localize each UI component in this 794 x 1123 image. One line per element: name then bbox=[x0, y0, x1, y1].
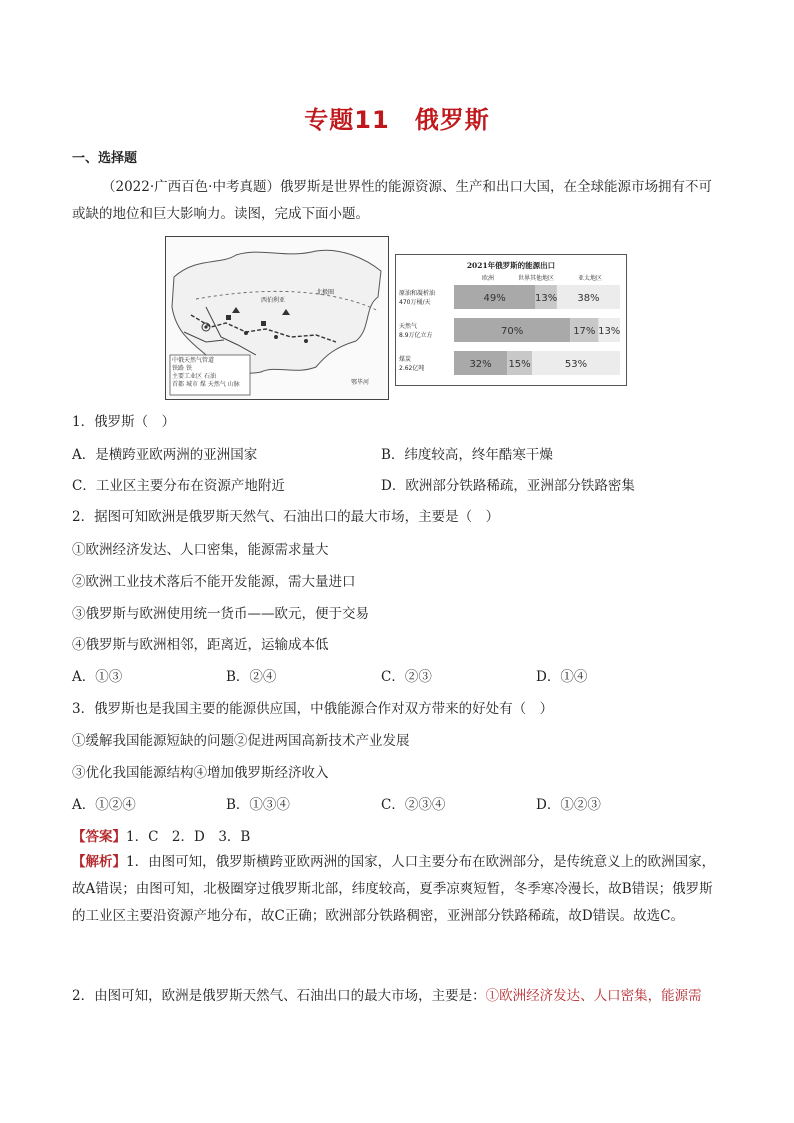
q2-statement-3: ③俄罗斯与欧洲使用统一货币——欧元，便于交易 bbox=[72, 606, 369, 622]
legend-item: 中俄天然气管道 bbox=[172, 357, 215, 364]
chart-category-label: 煤炭 bbox=[399, 356, 412, 363]
map-label-region: 西伯利亚 bbox=[261, 297, 286, 304]
chart-data-label: 32% bbox=[469, 359, 492, 370]
q2-option-d: D．①④ bbox=[536, 669, 588, 685]
chart-category-label: 原油和凝析油 bbox=[399, 290, 436, 297]
legend-item: 首都 bbox=[172, 381, 185, 388]
legend-item: 天然气 bbox=[207, 381, 226, 388]
q3-option-a: A．①②④ bbox=[72, 797, 136, 813]
intro-paragraph: （2022·广西百色·中考真题）俄罗斯是世界性的能源资源、生产和出口大国，在全球能源市场拥有不可或缺的地位和巨大影响力。读图，完成下面小题。 bbox=[72, 179, 712, 222]
analysis-text-2a: 2．由图可知，欧洲是俄罗斯天然气、石油出口的最大市场，主要是： bbox=[72, 988, 486, 1004]
q2-option-b: B．②④ bbox=[226, 669, 277, 685]
analysis-paragraph-1 bbox=[72, 849, 724, 930]
page-title: 专题11 俄罗斯 bbox=[304, 106, 490, 134]
chart-legend-label: 世界其他地区 bbox=[517, 275, 555, 282]
energy-export-chart-svg bbox=[396, 255, 626, 385]
legend-item: 煤 bbox=[199, 381, 206, 388]
map-label-river: 鄂毕河 bbox=[351, 379, 370, 386]
legend-item: 石油 bbox=[203, 373, 216, 380]
legend-item: 主要工业区 bbox=[172, 373, 203, 380]
q1-option-d: D．欧洲部分铁路稀疏，亚洲部分铁路密集 bbox=[381, 478, 635, 494]
section-heading: 一、选择题 bbox=[72, 151, 138, 166]
q2-option-c: C．②③ bbox=[381, 669, 432, 685]
q2-statement-1: ①欧洲经济发达、人口密集，能源需求量大 bbox=[72, 542, 329, 558]
chart-data-label: 70% bbox=[500, 326, 524, 337]
chart-data-label: 17% bbox=[573, 326, 596, 337]
q1-option-a: A．是横跨亚欧两洲的亚洲国家 bbox=[72, 447, 258, 463]
chart-data-label: 38% bbox=[577, 293, 600, 304]
chart-legend-label: 欧洲 bbox=[481, 275, 495, 282]
q2-statement-2: ②欧洲工业技术落后不能开发能源，需大量进口 bbox=[72, 574, 356, 590]
q2-stem: 2．据图可知欧洲是俄罗斯天然气、石油出口的最大市场，主要是（ ） bbox=[72, 509, 500, 525]
chart-data-label: 13% bbox=[535, 293, 558, 304]
chart-data-label: 53% bbox=[564, 359, 588, 370]
chart-data-label: 13% bbox=[598, 326, 621, 337]
legend-item: 铁路 bbox=[172, 365, 185, 372]
chart-category-sublabel: 470万桶/天 bbox=[399, 299, 431, 306]
chart-legend-label: 亚太地区 bbox=[577, 275, 603, 282]
q3-option-c: C．②③④ bbox=[381, 797, 446, 813]
chart-data-label: 15% bbox=[508, 359, 531, 370]
chart-category-sublabel: 8.9万亿立方 bbox=[399, 332, 433, 339]
chart-title: 2021年俄罗斯的能源出口 bbox=[466, 261, 556, 270]
q3-stem: 3．俄罗斯也是我国主要的能源供应国，中俄能源合作对双方带来的好处有（ ） bbox=[72, 701, 554, 717]
answer-line bbox=[72, 825, 250, 845]
analysis-label: 【解析】 bbox=[72, 854, 126, 870]
map-label-arctic: 北极圈 bbox=[316, 289, 335, 296]
legend-item: 城市 bbox=[185, 381, 198, 388]
energy-export-chart bbox=[395, 254, 627, 386]
answer-text: 1．C 2．D 3．B bbox=[126, 829, 251, 845]
q3-statement-1: ①缓解我国能源短缺的问题②促进两国高新技术产业发展 bbox=[72, 733, 410, 749]
q1-stem: 1．俄罗斯（ ） bbox=[72, 414, 176, 430]
answer-label: 【答案】 bbox=[72, 829, 126, 845]
chart-category-sublabel: 2.62亿吨 bbox=[399, 365, 425, 372]
analysis-text-1: 1．由图可知，俄罗斯横跨亚欧两洲的国家，人口主要分布在欧洲部分，是传统意义上的欧洲国家，故A错误；由图可知，北极圈穿过俄罗斯北部，纬度较高，夏季凉爽短暂，冬季寒冷漫长，故B错误；俄罗斯的工业区主要沿资源产地分布，故C正确；欧洲部分铁路稠密，亚洲部分铁路稀疏，故D错误。故选C。 bbox=[72, 854, 716, 924]
analysis-text-2b: ①欧洲经济发达、人口密集，能源需 bbox=[485, 988, 702, 1004]
q2-statement-4: ④俄罗斯与欧洲相邻，距离近，运输成本低 bbox=[72, 637, 329, 653]
q1-option-c: C．工业区主要分布在资源产地附近 bbox=[72, 478, 285, 494]
q3-statement-2: ③优化我国能源结构④增加俄罗斯经济收入 bbox=[72, 765, 329, 781]
q3-option-d: D．①②③ bbox=[536, 797, 601, 813]
q1-option-b: B．纬度较高，终年酷寒干燥 bbox=[381, 447, 553, 463]
q2-option-a: A．①③ bbox=[72, 669, 123, 685]
chart-data-label: 49% bbox=[483, 293, 506, 304]
legend-item: 铁 bbox=[185, 365, 192, 372]
chart-category-label: 天然气 bbox=[399, 323, 418, 330]
analysis-paragraph-2 bbox=[72, 984, 702, 1004]
legend-item: 山脉 bbox=[227, 381, 240, 388]
q3-option-b: B．①③④ bbox=[226, 797, 290, 813]
russia-map bbox=[165, 236, 389, 400]
